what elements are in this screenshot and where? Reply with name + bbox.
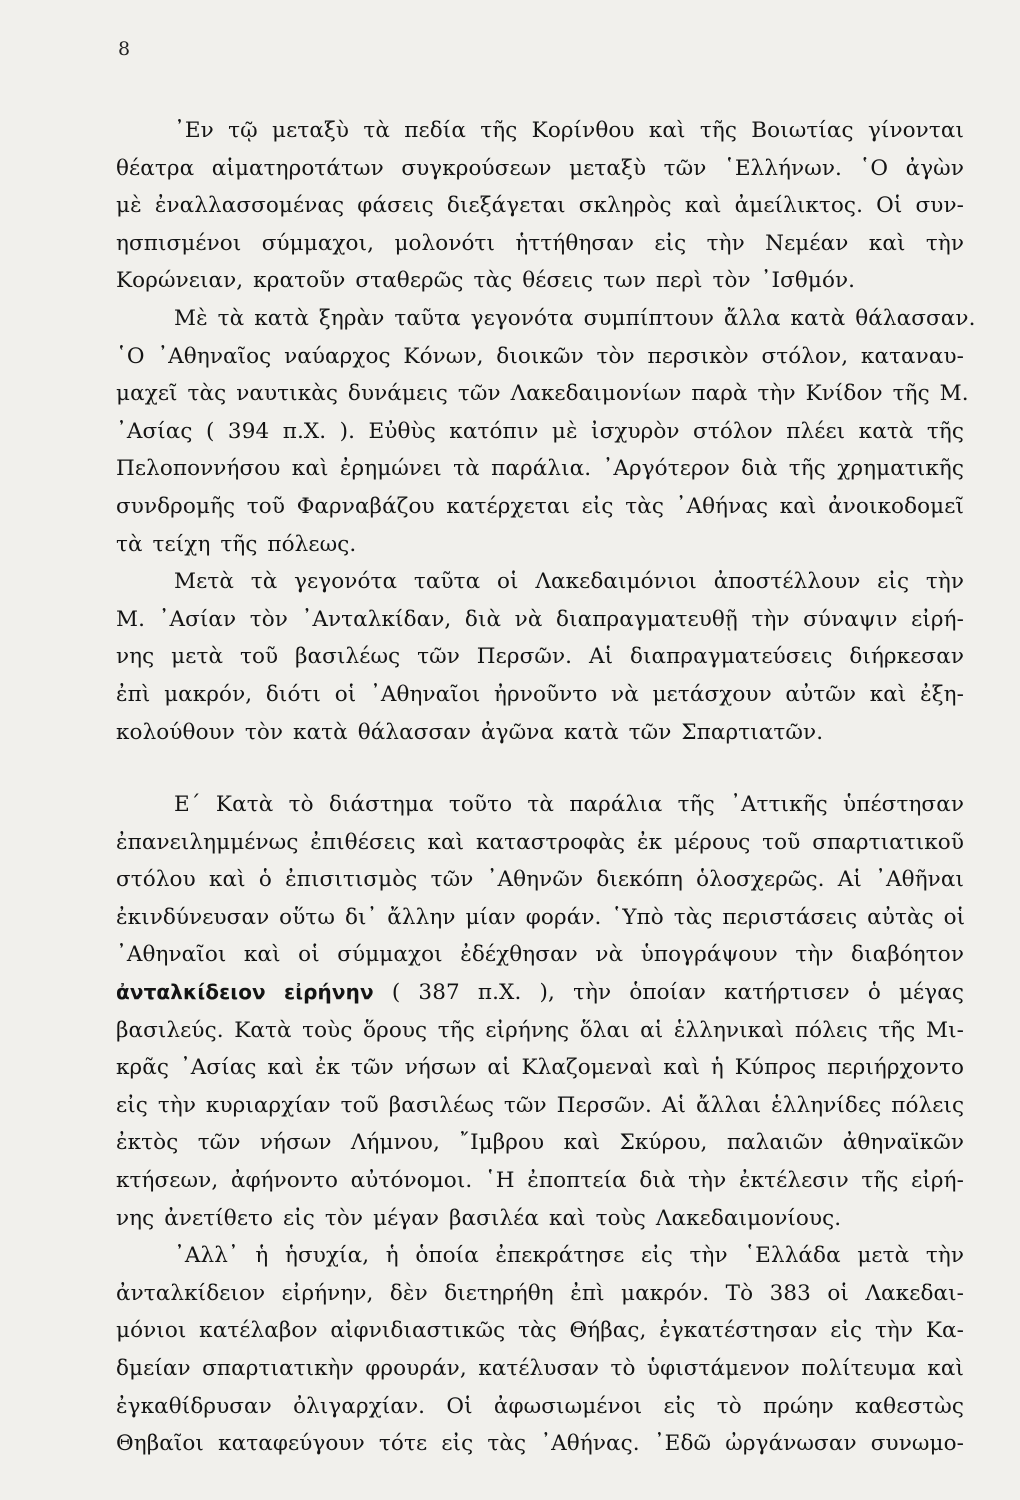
text-line: Μ. ᾿Ασίαν τὸν ᾿Ανταλκίδαν, διὰ νὰ διαπραγματευθῇ τὴν σύναψιν εἰρή-: [116, 606, 964, 632]
text-line: Πελοποννήσου καὶ ἐρημώνει τὰ παράλια. ᾿Αργότερον διὰ τῆς χρηματικῆς: [116, 456, 964, 482]
text-line: Ε´ Κατὰ τὸ διάστημα τοῦτο τὰ παράλια τῆς ᾿Αττικῆς ὑπέστησαν: [174, 792, 964, 818]
text-line: συνδρομῆς τοῦ Φαρναβάζου κατέρχεται εἰς τὰς ᾿Αθήνας καὶ ἀνοικοδομεῖ: [116, 493, 964, 519]
page-number: 8: [118, 38, 131, 60]
text-line: νης ἀνετίθετο εἰς τὸν μέγαν βασιλέα καὶ τοὺς Λακεδαιμονίους.: [116, 1205, 842, 1231]
text-line: κρᾶς ᾿Ασίας καὶ ἐκ τῶν νήσων αἱ Κλαζομεναὶ καὶ ἡ Κύπρος περιήρχοντο: [116, 1055, 964, 1081]
text-line: ἐκτὸς τῶν νήσων Λήμνου, ῎Ιμβρου καὶ Σκύρου, παλαιῶν ἀθηναϊκῶν: [116, 1130, 964, 1156]
text-line: κτήσεων, ἀφήνοντο αὐτόνομοι. ῾Η ἐποπτεία διὰ τὴν ἐκτέλεσιν τῆς εἰρή-: [116, 1168, 964, 1194]
text-line: ησπισμένοι σύμμαχοι, μολονότι ἡττήθησαν εἰς τὴν Νεμέαν καὶ τὴν: [116, 230, 964, 256]
text-line: μαχεῖ τὰς ναυτικὰς δυνάμεις τῶν Λακεδαιμονίων παρὰ τὴν Κνίδον τῆς Μ.: [116, 381, 969, 407]
text-line: ἐκινδύνευσαν οὕτω δι᾿ ἄλλην μίαν φοράν. ῾Υπὸ τὰς περιστάσεις αὐτὰς οἱ: [116, 904, 966, 930]
text-line: ᾿Ασίας ( 394 π.Χ. ). Εὐθὺς κατόπιν μὲ ἰσχυρὸν στόλον πλέει κατὰ τῆς: [116, 418, 964, 444]
text-line: Θηβαῖοι καταφεύγουν τότε εἰς τὰς ᾿Αθήνας. ᾿Εδῶ ὠργάνωσαν συνωμο-: [116, 1431, 964, 1457]
text-line: ἀνταλκίδειον εἰρήνην, δὲν διετηρήθη ἐπὶ μακρόν. Τὸ 383 οἱ Λακεδαι-: [116, 1280, 964, 1306]
body-text: [116, 112, 976, 1463]
text-line: δμείαν σπαρτιατικὴν φρουράν, κατέλυσαν τὸ ὑφιστάμενον πολίτευμα καὶ: [116, 1356, 964, 1381]
text-line: μόνιοι κατέλαβον αἰφνιδιαστικῶς τὰς Θήβας, ἐγκατέστησαν εἰς τὴν Κα-: [116, 1318, 964, 1344]
text-line: νης μετὰ τοῦ βασιλέως τῶν Περσῶν. Αἱ διαπραγματεύσεις διήρκεσαν: [116, 644, 964, 670]
text-line: κολούθουν τὸν κατὰ θάλασσαν ἀγῶνα κατὰ τῶν Σπαρτιατῶν.: [116, 719, 824, 745]
paragraph-5: [116, 1237, 964, 1463]
paragraph-1: [116, 112, 964, 300]
text-line-with-bold: [116, 974, 964, 1012]
text-line: εἰς τὴν κυριαρχίαν τοῦ βασιλέως τῶν Περσῶν. Αἱ ἄλλαι ἑλληνίδες πόλεις: [116, 1092, 965, 1118]
text-fragment: ( 387 π.Χ. ), τὴν ὁποίαν κατήρτισεν ὁ μέγας: [373, 980, 965, 1006]
text-line: ᾿Αθηναῖοι καὶ οἱ σύμμαχοι ἐδέχθησαν νὰ ὑπογράψουν τὴν διαβόητον: [116, 942, 964, 968]
text-line: μὲ ἐναλλασσομένας φάσεις διεξάγεται σκληρὸς καὶ ἀμείλικτος. Οἱ συν-: [116, 193, 964, 219]
text-line: ἐπανειλημμένως ἐπιθέσεις καὶ καταστροφὰς ἐκ μέρους τοῦ σπαρτιατικοῦ: [116, 829, 964, 855]
text-line: στόλου καὶ ὁ ἐπισιτισμὸς τῶν ᾿Αθηνῶν διεκόπη ὁλοσχερῶς. Αἱ ᾿Αθῆναι: [116, 867, 964, 893]
bold-term: ἀνταλκίδειον εἰρήνην: [116, 980, 374, 1005]
paragraph-3: [116, 563, 964, 751]
text-line: ῾Ο ᾿Αθηναῖος ναύαρχος Κόνων, διοικῶν τὸν περσικὸν στόλον, καταναυ-: [116, 343, 964, 369]
paragraph-4: [116, 786, 964, 1237]
text-line: Μετὰ τὰ γεγονότα ταῦτα οἱ Λακεδαιμόνιοι ἀποστέλλουν εἰς τὴν: [174, 569, 964, 595]
text-line: Κορώνειαν, κρατοῦν σταθερῶς τὰς θέσεις των περὶ τὸν ᾿Ισθμόν.: [116, 268, 856, 294]
section-gap: [116, 751, 964, 786]
text-line: τὰ τείχη τῆς πόλεως.: [116, 531, 357, 557]
text-line: ᾿Εν τῷ μεταξὺ τὰ πεδία τῆς Κορίνθου καὶ τῆς Βοιωτίας γίνονται: [174, 118, 964, 143]
text-line: ἐπὶ μακρόν, διότι οἱ ᾿Αθηναῖοι ἠρνοῦντο νὰ μετάσχουν αὐτῶν καὶ ἐξη-: [116, 681, 964, 707]
paragraph-2: [116, 300, 976, 563]
text-line: βασιλεύς. Κατὰ τοὺς ὅρους τῆς εἰρήνης ὅλαι αἱ ἑλληνικαὶ πόλεις τῆς Μι-: [116, 1017, 964, 1043]
text-line: ἐγκαθίδρυσαν ὀλιγαρχίαν. Οἱ ἀφωσιωμένοι εἰς τὸ πρώην καθεστὼς: [116, 1393, 964, 1419]
text-line: ᾿Αλλ᾿ ἡ ἡσυχία, ἡ ὁποία ἐπεκράτησε εἰς τὴν ῾Ελλάδα μετὰ τὴν: [174, 1243, 964, 1269]
text-line: Μὲ τὰ κατὰ ξηρὰν ταῦτα γεγονότα συμπίπτουν ἄλλα κατὰ θάλασσαν.: [174, 305, 976, 331]
text-line: θέατρα αἱματηροτάτων συγκρούσεων μεταξὺ τῶν ῾Ελλήνων. ῾Ο ἀγὼν: [116, 155, 964, 181]
